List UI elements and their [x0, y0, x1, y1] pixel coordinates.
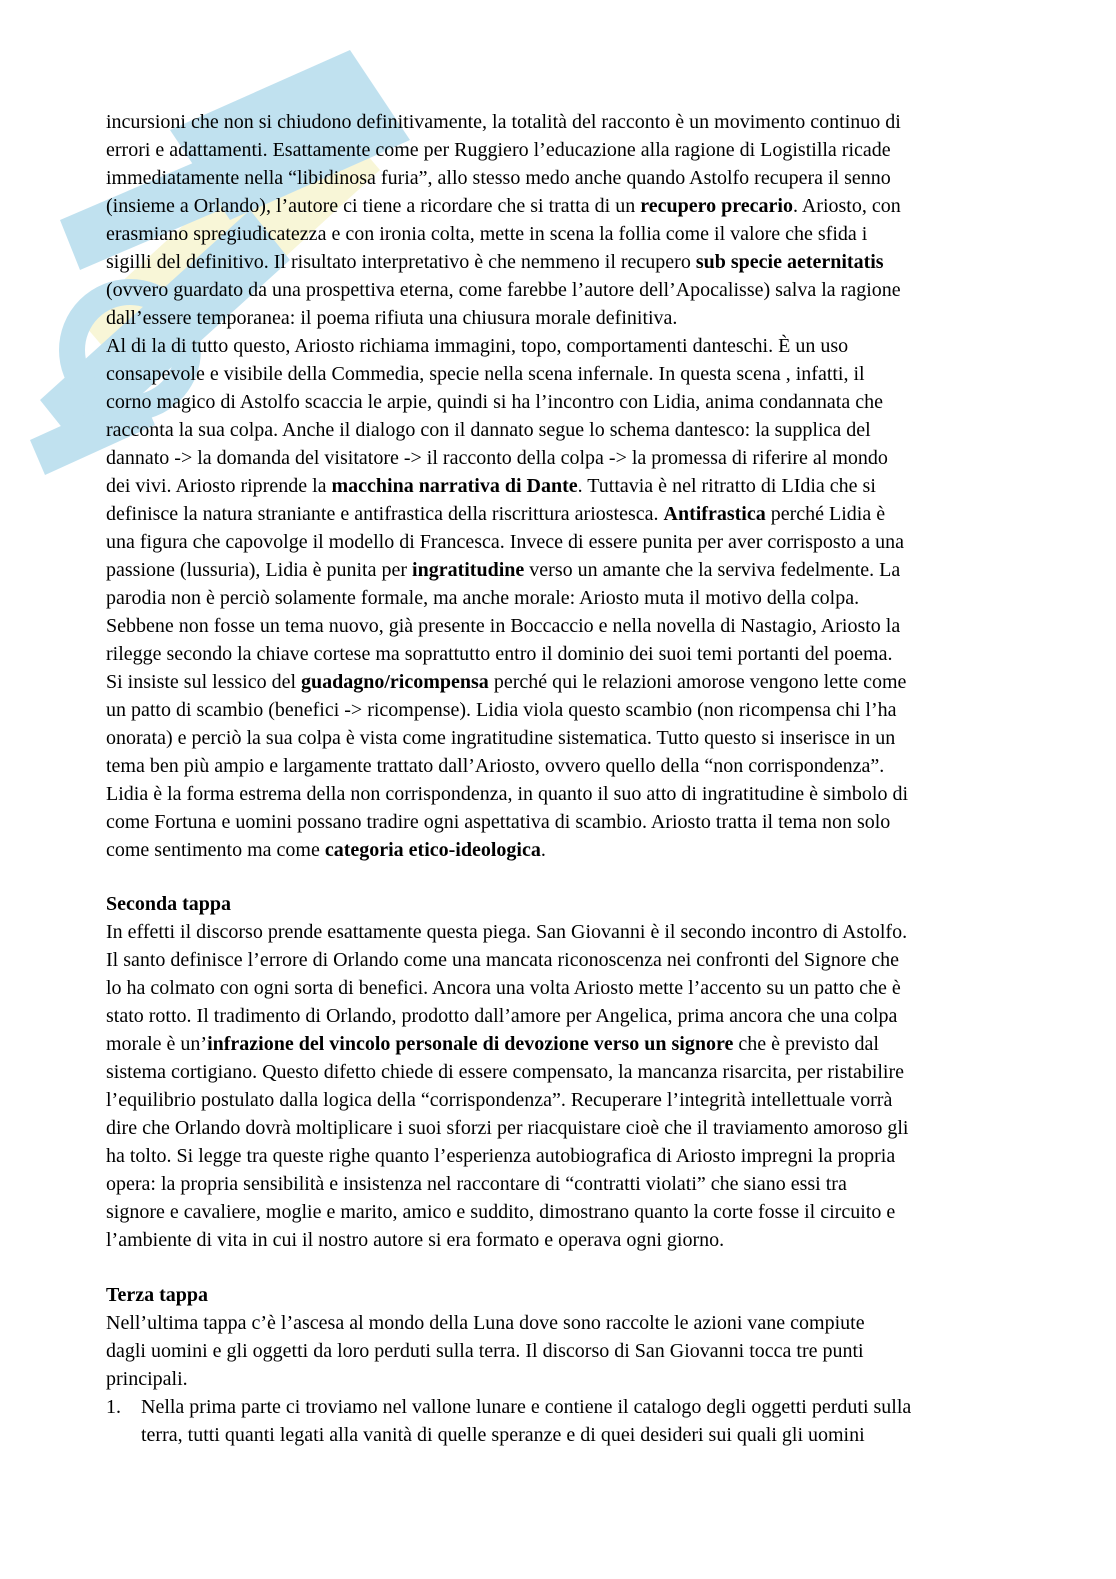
text-run: come sentimento ma come [106, 839, 325, 861]
text-line [106, 1088, 892, 1112]
text-line [106, 1172, 847, 1196]
bold-text: categoria etico-ideologica [324, 839, 541, 861]
text-line [106, 698, 897, 722]
text-line [106, 726, 895, 750]
bold-text: infrazione del vincolo personale di devozione verso un signore [207, 1033, 734, 1055]
text-run: . Tuttavia è nel ritratto di LIdia che si [577, 475, 876, 497]
text-run: Lidia è la forma estrema della non corrispondenza, in quanto il suo atto di ingratitudine è simbolo di [106, 783, 909, 805]
text-run: In effetti il discorso prende esattamente questa piega. San Giovanni è il secondo incontro di Astolfo. [106, 921, 908, 943]
text-line [106, 1116, 909, 1140]
text-line [106, 558, 900, 582]
text-run: una figura che capovolge il modello di Francesca. Invece di essere punita per aver corrisposto a una [106, 531, 905, 553]
text-line [106, 362, 865, 386]
text-run: corno magico di Astolfo scaccia le arpie, quindi si ha l’incontro con Lidia, anima condannata che [106, 391, 883, 413]
text-line [106, 110, 901, 134]
text-line [106, 474, 876, 498]
text-line [106, 1367, 188, 1391]
text-line [106, 1311, 865, 1335]
bold-text: ingratitudine [412, 559, 525, 581]
text-run: tema ben più ampio e largamente trattato dall’Ariosto, ovvero quello della “non corrispondenza”. [106, 755, 885, 777]
text-run: dannato -> la domanda del visitatore -> il racconto della colpa -> la promessa di riferire al mondo [106, 447, 888, 469]
text-line [106, 1060, 904, 1084]
text-line [106, 1339, 864, 1363]
text-run: un patto di scambio (benefici -> ricompense). Lidia viola questo scambio (non ricompensa chi l’ha [106, 699, 897, 721]
text-run: . [540, 839, 546, 861]
text-line [106, 670, 906, 694]
bold-text: Antifrastica [663, 503, 766, 525]
list-number: 1. [106, 1396, 121, 1418]
section-heading [106, 892, 231, 916]
text-run: opera: la propria sensibilità e insistenza nel raccontare di “contratti violati” che siano essi tra [106, 1173, 847, 1195]
bold-text: Terza tappa [106, 1284, 209, 1306]
text-line [106, 642, 892, 666]
text-line [106, 250, 884, 274]
text-line [106, 166, 891, 190]
text-run: Nell’ultima tappa c’è l’ascesa al mondo della Luna dove sono raccolte le azioni vane compiute [106, 1312, 865, 1334]
bold-text: recupero precario [640, 195, 793, 217]
text-run: principali. [106, 1368, 188, 1390]
text-run: racconta la sua colpa. Anche il dialogo con il dannato segue lo schema dantesco: la supplica del [106, 419, 871, 441]
text-line [106, 920, 907, 944]
text-run: Nella prima parte ci troviamo nel vallone lunare e contiene il catalogo degli oggetti perduti sulla [141, 1396, 912, 1418]
text-run: definisce la natura straniante e antifrastica della riscrittura ariostesca. [106, 503, 664, 525]
text-run: dei vivi. Ariosto riprende la [106, 475, 332, 497]
text-line [141, 1395, 911, 1419]
text-run: che è previsto dal [733, 1033, 879, 1055]
text-run: morale è un’ [106, 1033, 208, 1055]
text-line [106, 948, 899, 972]
text-line [106, 754, 884, 778]
text-line [106, 614, 900, 638]
text-run: dire che Orlando dovrà moltiplicare i suoi sforzi per riacquistare cioè che il traviamento amoroso gli [106, 1117, 909, 1139]
text-run: Sebbene non fosse un tema nuovo, già presente in Boccaccio e nella novella di Nastagio, Ariosto la [106, 615, 901, 637]
text-run: parodia non è perciò solamente formale, ma anche morale: Ariosto muta il motivo della colpa. [106, 587, 860, 609]
text-line [106, 976, 901, 1000]
text-run: come Fortuna e uomini possano tradire ogni aspettativa di scambio. Ariosto tratta il tema non solo [106, 811, 891, 833]
text-run: (insieme a Orlando), l’autore ci tiene a ricordare che si tratta di un [106, 195, 641, 217]
text-run: signore e cavaliere, moglie e marito, amico e suddito, dimostrano quanto la corte fosse il circuito e [106, 1201, 896, 1223]
text-run: sigilli del definitivo. Il risultato interpretativo è che nemmeno il recupero [106, 251, 696, 273]
text-line [106, 306, 677, 330]
text-line [106, 278, 901, 302]
text-run: errori e adattamenti. Esattamente come per Ruggiero l’educazione alla ragione di Logistilla ricade [106, 139, 891, 161]
text-run: ha tolto. Si legge tra queste righe quanto l’esperienza autobiografica di Ariosto impregni la propria [106, 1145, 896, 1167]
text-run: stato rotto. Il tradimento di Orlando, prodotto dall’amore per Angelica, prima ancora che una colpa [106, 1005, 898, 1027]
text-run: passione (lussuria), Lidia è punita per [106, 559, 413, 581]
text-run: Al di la di tutto questo, Ariosto richiama immagini, topo, comportamenti danteschi. È un uso [106, 335, 849, 357]
text-run: . Ariosto, con [792, 195, 901, 217]
text-line [106, 1004, 897, 1028]
text-line [106, 138, 891, 162]
section-heading [106, 1283, 208, 1307]
text-run: consapevole e visibile della Commedia, specie nella scena infernale. In questa scena , infatti, il [106, 363, 865, 385]
text-line [106, 530, 904, 554]
text-run: l’ambiente di vita in cui il nostro autore si era formato e operava ogni giorno. [106, 1229, 725, 1251]
bold-text: sub specie aeternitatis [695, 251, 884, 273]
text-run: dagli uomini e gli oggetti da loro perduti sulla terra. Il discorso di San Giovanni tocca tre punti [106, 1340, 864, 1362]
text-line [106, 586, 859, 610]
text-line [106, 1200, 895, 1224]
text-run: lo ha colmato con ogni sorta di benefici. Ancora una volta Ariosto mette l’accento su un patto che è [106, 977, 901, 999]
text-line [106, 446, 888, 470]
text-line [106, 1032, 879, 1056]
bold-text: guadagno/ricompensa [301, 671, 489, 693]
text-line [141, 1423, 865, 1447]
text-run: erasmiano spregiudicatezza e con ironia colta, mette in scena la follia come il valore che sfida i [106, 223, 868, 245]
text-line [106, 418, 871, 442]
text-run: dall’essere temporanea: il poema rifiuta una chiusura morale definitiva. [106, 307, 678, 329]
text-line [106, 1228, 724, 1252]
text-run: (ovvero guardato da una prospettiva eterna, come farebbe l’autore dell’Apocalisse) salva la ragione [106, 279, 901, 301]
text-run: terra, tutti quanti legati alla vanità di quelle speranze e di quei desideri sui quali gli uomini [141, 1424, 865, 1446]
text-run: verso un amante che la serviva fedelmente. La [524, 559, 901, 581]
text-line [106, 782, 908, 806]
bold-text: Seconda tappa [106, 893, 232, 915]
text-run: sistema cortigiano. Questo difetto chiede di essere compensato, la mancanza risarcita, per ristabilire [106, 1061, 905, 1083]
text-run: Il santo definisce l’errore di Orlando come una mancata riconoscenza nei confronti del Signore che [106, 949, 900, 971]
text-run: rilegge secondo la chiave cortese ma soprattutto entro il dominio dei suoi temi portanti del poema. [106, 643, 893, 665]
text-run: onorata) e perciò la sua colpa è vista come ingratitudine sistematica. Tutto questo si inserisce in un [106, 727, 896, 749]
text-line [106, 194, 901, 218]
text-line [106, 502, 885, 526]
text-run: immediatamente nella “libidinosa furia”, allo stesso medo anche quando Astolfo recupera il senno [106, 167, 891, 189]
text-run: incursioni che non si chiudono definitivamente, la totalità del racconto è un movimento continuo di [106, 111, 901, 133]
text-run: l’equilibrio postulato dalla logica della “corrispondenza”. Recuperare l’integrità intellettuale vorrà [106, 1089, 893, 1111]
text-line [106, 838, 546, 862]
text-line [106, 390, 883, 414]
text-line [106, 222, 867, 246]
text-run: Si insiste sul lessico del [106, 671, 301, 693]
text-line [106, 1144, 895, 1168]
text-run: perché qui le relazioni amorose vengono lette come [488, 671, 907, 693]
text-line [106, 334, 848, 358]
text-line [106, 810, 890, 834]
bold-text: macchina narrativa di Dante [331, 475, 578, 497]
text-run: perché Lidia è [765, 503, 886, 525]
